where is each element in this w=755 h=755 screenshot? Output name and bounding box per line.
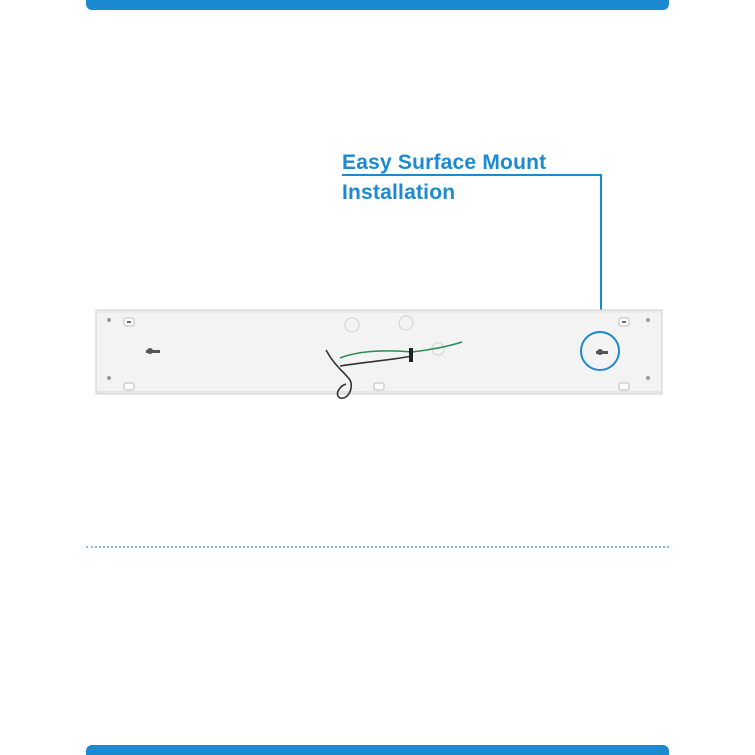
callout-line-2: Installation: [342, 181, 456, 204]
bottom-accent-bar: [86, 745, 669, 755]
callout-line-1: Easy Surface Mount: [342, 151, 547, 174]
dotted-divider: [86, 546, 669, 548]
wire-connector: [409, 348, 413, 362]
fixture-back-plate: [96, 310, 662, 394]
callout-leader-line: [342, 175, 601, 333]
